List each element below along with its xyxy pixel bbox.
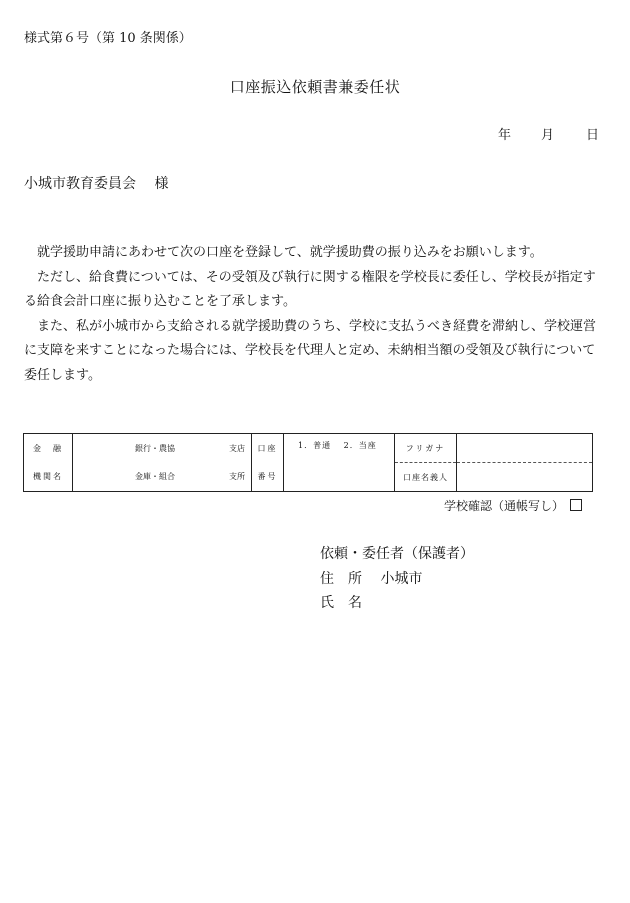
branch-type-top: 支店 [229,443,245,453]
date-year-label: 年 [498,128,512,143]
bank-type-bottom: 金庫・組合 [135,472,175,482]
institution-label-bottom: 機関名 [24,463,73,492]
request-body [24,241,604,388]
school-check-checkbox[interactable] [570,499,582,511]
date-day-label: 日 [586,128,600,143]
account-type-options[interactable]: 1．普通 2．当座 [298,441,377,450]
account-holder-label: 口座名義人 [395,463,457,492]
branch-type-bottom: 支所 [229,472,245,482]
institution-label-top: 金 融 [24,434,73,463]
addressee: 小城市教育委員会 様 [24,176,169,192]
body-paragraph-2: ただし、給食費については、その受領及び執行に関する権限を学校長に委任し、学校長が指定する給食会計口座に振り込むことを了承します。 [24,269,596,309]
body-paragraph-3: また、私が小城市から支給される就学援助費のうち、学校に支払うべき経費を滞納し、学校運営に支障を来すことになった場合には、学校長を代理人と定め、未納相当額の受領及び執行について委任します。 [24,318,597,383]
page-title: 口座振込依頼書兼委任状 [229,78,401,96]
account-label-bottom: 番号 [252,463,284,492]
form-number: 様式第６号（第 10 条関係） [24,31,192,46]
body-paragraph-1: 就学援助申請にあわせて次の口座を登録して、就学援助費の振り込みをお願いします。 [24,245,543,260]
account-label-top: 口座 [252,434,284,463]
institution-type-row-bottom[interactable] [73,463,252,492]
furigana-field[interactable] [457,434,593,463]
bank-type-top: 銀行・農協 [135,443,175,453]
account-holder-field[interactable] [457,463,593,492]
signature-name[interactable]: 氏 名 [320,595,362,611]
date-month-label: 月 [541,128,555,143]
school-check [444,497,582,514]
furigana-label: フリガナ [395,434,457,463]
signature-role: 依頼・委任者（保護者） [320,546,474,562]
school-check-label: 学校確認（通帳写し） [444,499,565,513]
signature-address[interactable]: 住 所 小城市 [320,571,423,587]
institution-type-row-top[interactable] [73,434,252,463]
